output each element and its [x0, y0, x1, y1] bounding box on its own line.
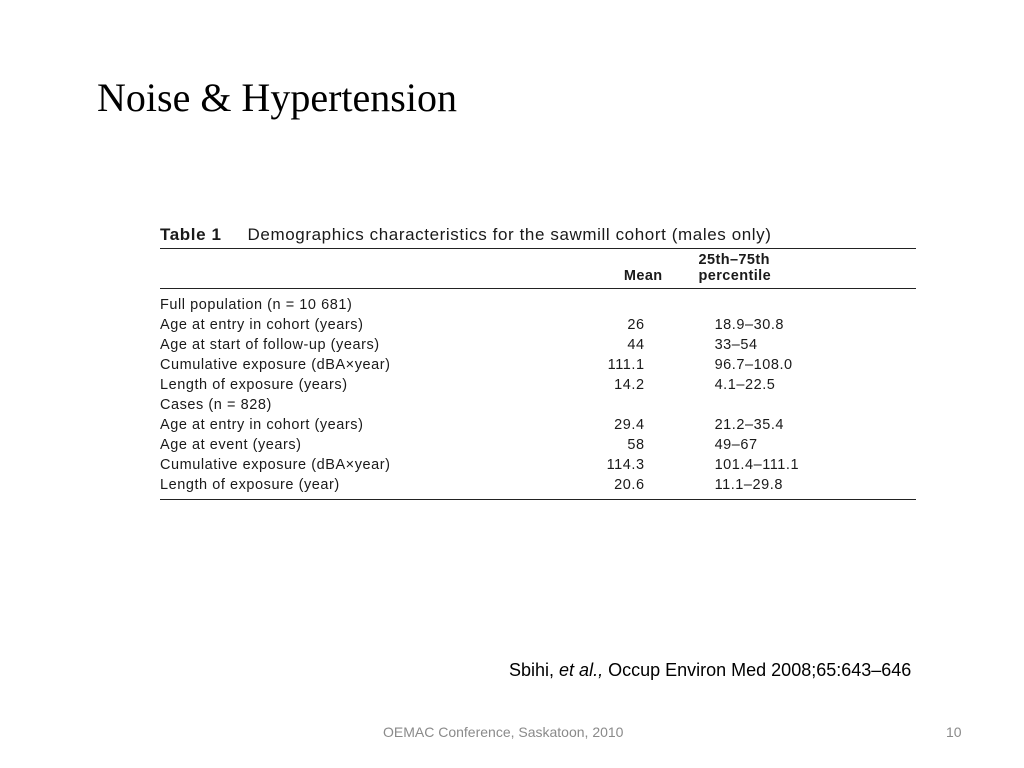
row-label: Age at event (years): [160, 437, 302, 453]
row-percentile: 18.9–30.8: [714, 317, 785, 333]
header-mean: Mean: [623, 268, 663, 284]
table-row: [160, 415, 916, 435]
row-label: Cumulative exposure (dBA×year): [160, 457, 391, 473]
row-percentile: 11.1–29.8: [714, 477, 783, 493]
citation-authors: Sbihi,: [509, 660, 555, 680]
page-number: 10: [946, 724, 962, 740]
row-mean: [555, 289, 644, 315]
row-percentile: 49–67: [714, 437, 758, 453]
row-percentile: [645, 395, 916, 415]
row-mean: [555, 395, 644, 415]
row-mean: 111.1: [607, 357, 645, 373]
row-mean: 58: [627, 437, 645, 453]
demographics-table-body: [160, 289, 916, 499]
header-percentile-line2: percentile: [698, 268, 772, 284]
table-bottom-rule: [160, 499, 916, 500]
row-mean: 114.3: [606, 457, 645, 473]
row-label: Length of exposure (year): [160, 477, 340, 493]
row-label: Length of exposure (years): [160, 377, 348, 393]
table-caption: [160, 225, 916, 244]
demographics-table-figure: [160, 225, 916, 500]
row-label: Age at start of follow-up (years): [160, 337, 380, 353]
row-label: Age at entry in cohort (years): [160, 417, 364, 433]
row-percentile: 101.4–111.1: [714, 457, 800, 473]
table-row: [160, 475, 916, 499]
table-row: [160, 355, 916, 375]
table-row: [160, 455, 916, 475]
citation: [509, 660, 911, 681]
row-mean: 44: [627, 337, 645, 353]
row-label: Cumulative exposure (dBA×year): [160, 357, 391, 373]
table-caption-text: Demographics characteristics for the sawmill cohort (males only): [247, 225, 772, 244]
table-header-row: [160, 249, 916, 288]
slide-title: Noise & Hypertension: [97, 75, 457, 120]
citation-source: Occup Environ Med 2008;65:643–646: [608, 660, 912, 680]
row-label: Age at entry in cohort (years): [160, 317, 364, 333]
table-row: [160, 315, 916, 335]
row-label: Cases (n = 828): [160, 397, 272, 413]
row-mean: 29.4: [614, 417, 645, 433]
row-mean: 26: [627, 317, 645, 333]
table-row: [160, 335, 916, 355]
citation-etal: et al.,: [559, 660, 604, 680]
table-row: [160, 435, 916, 455]
table-row: [160, 375, 916, 395]
row-percentile: [645, 289, 916, 315]
header-percentile-line1: 25th–75th: [698, 252, 770, 268]
footer-text: OEMAC Conference, Saskatoon, 2010: [383, 724, 624, 740]
table-row: [160, 289, 916, 315]
table-row: [160, 395, 916, 415]
table-label: Table 1: [160, 225, 222, 244]
row-mean: 14.2: [614, 377, 645, 393]
row-label: Full population (n = 10 681): [160, 297, 353, 313]
row-mean: 20.6: [614, 477, 645, 493]
row-percentile: 21.2–35.4: [714, 417, 785, 433]
row-percentile: 96.7–108.0: [714, 357, 793, 373]
header-percentile: [663, 249, 916, 288]
header-label-cell: [160, 249, 566, 288]
row-percentile: 4.1–22.5: [714, 377, 776, 393]
demographics-table: [160, 249, 916, 288]
row-percentile: 33–54: [714, 337, 758, 353]
